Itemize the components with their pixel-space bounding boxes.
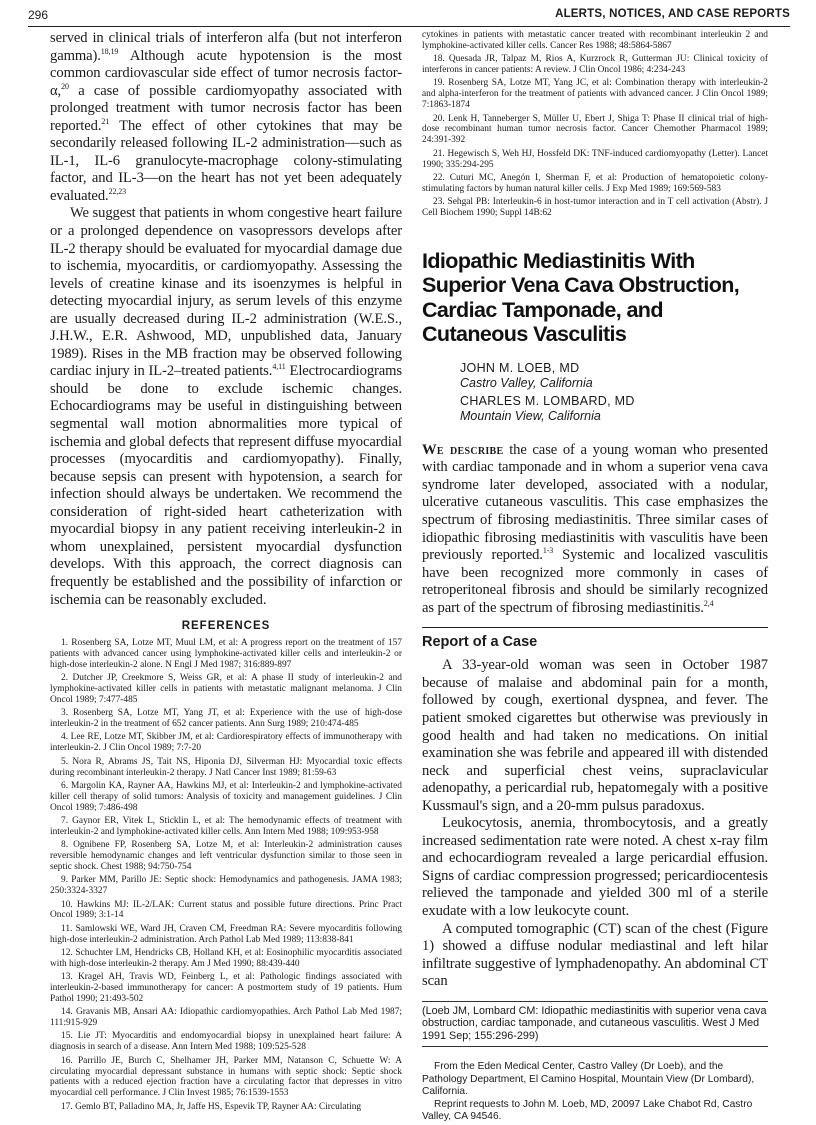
continuation-paragraph: served in clinical trials of interferon alfa (but not interferon gamma).$^{18,19}$ Although acute hypotension is the most common cardiovascular side effect of tumor necrosis factor-α,$^{20}$ a case of possible cardiomyopathy associated with prolonged treatment with tumor necrosis factor has been reported.$^{21}$ The effect of other cytokines that may be secondarily released following IL-2 administration—such as IL-1, IL-6 granulocyte-macrophage colony-stimulating factor, and IL-3—on the heart has not yet been adequately evaluated.$^{22,23}$ bbox=[50, 30, 402, 204]
section-heading: Report of a Case bbox=[422, 634, 538, 651]
reprint-note: Reprint requests to John M. Loeb, MD, 20097 Lake Chabot Rd, Castro Valley, CA 94546. bbox=[422, 1099, 753, 1123]
author-block bbox=[460, 361, 768, 424]
page-number: 296 bbox=[28, 8, 49, 22]
reference-item: 16. Parrillo JE, Burch C, Shelhamer JH, Parker MM, Natanson C, Schuette W: A circulating myocardial depressant substance in humans with septic shock: Septic shock patients with a reduced ejection fraction have a circulating factor that depresses in vitro myocardial cell performance. J Clin Invest 1985; 76:1539-1553 bbox=[50, 1055, 402, 1099]
page-header bbox=[28, 6, 790, 26]
author-affiliation: Castro Valley, California bbox=[460, 375, 593, 390]
reference-item: 17. Gemlo BT, Palladino MA, Jr, Jaffe HS, Espevik TP, Rayner AA: Circulating bbox=[61, 1101, 362, 1112]
discussion-paragraph: We suggest that patients in whom congestive heart failure or a prolonged dependence on vasopressors develops after IL-2 therapy should be evaluated for myocardial damage due to ischemia, myocarditis, or cardiomyopathy. Assessing the levels of creatine kinase and its isoenzymes is helpful in detecting myocardial injury, as serum levels of this enzyme are usually decreased during IL-2 administration (W.E.S., J.H.W., E.R. Ashwood, MD, unpublished data, January 1989). Rises in the MB fraction may be observed following cardiac injury in IL-2–treated patients.$^{4,11}$ Electrocardiograms should be done to exclude ischemic changes. Echocardiograms may be useful in distinguishing between segmental wall motion abnormalities more typical of ischemia and global defects that represent diffuse myocardial processes (myocarditis and cardiomyopathy). Finally, because sepsis can present with hypotension, a search for infection should always be undertaken. We recommend the consideration of right-sided heart catheterization with myocardial biopsy in any patient receiving interleukin-2 in whom unexplained, persistent myocardial dysfunction develops. With this approach, the correct diagnosis can frequently be established and the possibility of infarction or ischemia can be reasonably excluded. bbox=[50, 205, 402, 608]
reference-item: 21. Hegewisch S, Weh HJ, Hossfeld DK: TNF-induced cardiomyopathy (Letter). Lancet 1990; 335:294-295 bbox=[422, 148, 768, 170]
section-rule bbox=[422, 627, 768, 628]
running-head: ALERTS, NOTICES, AND CASE REPORTS bbox=[555, 8, 790, 20]
reference-item: 15. Lie JT: Myocarditis and endomyocardial biopsy in unexplained heart failure: A diagnosis in search of a disease. Ann Intern Med 1988; 109:525-528 bbox=[50, 1031, 402, 1053]
reference-item: 13. Kragel AH, Travis WD, Feinberg L, et al: Pathologic findings associated with interleukin-2-based immunotherapy for cancer: A postmortem study of 19 patients. Hum Pathol 1990; 21:493-502 bbox=[50, 972, 402, 1004]
reference-item: 7. Gaynor ER, Vitek L, Sticklin L, et al: The hemodynamic effects of treatment with interleukin-2 and lymphokine-activated killer cells. Ann Intern Med 1988; 109:953-958 bbox=[50, 815, 402, 837]
left-column bbox=[50, 30, 402, 1115]
reference-item: 9. Parker MM, Parillo JE: Septic shock: Hemodynamics and pathogenesis. JAMA 1983; 250:3324-3327 bbox=[50, 875, 402, 897]
reference-item: 22. Cuturi MC, Anegón I, Sherman F, et al: Production of hematopoietic colony-stimulating factors by human natural killer cells. J Exp Med 1989; 169:569-583 bbox=[422, 172, 768, 194]
reference-list-continued bbox=[422, 30, 768, 219]
author-affiliation: Mountain View, California bbox=[460, 408, 601, 423]
reference-item: 20. Lenk H, Tanneberger S, Müller U, Ebert J, Shiga T: Phase II clinical trial of high-dose recombinant human tumor necrosis factor. Cancer Chemother Pharmacol 1989; 24:391-392 bbox=[422, 113, 768, 146]
reference-item: 12. Schuchter LM, Hendricks CB, Holland KH, et al: Eosinophilic myocarditis associated with high-dose interleukin-2 therapy. Am J Med 1990; 88:439-440 bbox=[50, 947, 402, 969]
reference-item: 1. Rosenberg SA, Lotze MT, Muul LM, et al: A progress report on the treatment of 157 patients with advanced cancer using lymphokine-activated killer cells and interleukin-2 or high-dose interleukin-2 alone. N Engl J Med 1987; 316:889-897 bbox=[50, 638, 402, 670]
case-paragraph: A 33-year-old woman was seen in October 1987 because of malaise and abdominal pain for a month, followed by cough, exertional dyspnea, and fever. The patient smoked cigarettes but otherwise was previously in good health and had taken no medications. On initial examination she was febrile and appeared ill with distended neck and superficial chest veins, supraclavicular adenopathy, a pericardial rub, hepatomegaly with a positive Kussmaul's sign, and a 20-mm pulsus paradoxus. bbox=[422, 657, 768, 814]
reference-item: 6. Margolin KA, Rayner AA, Hawkins MJ, et al: Interleukin-2 and lymphokine-activated killer cell therapy of solid tumors: Analysis of toxicity and management guidelines. J Clin Oncol 1989; 7:486-498 bbox=[50, 780, 402, 813]
reference-item: 11. Samlowski WE, Ward JH, Craven CM, Freedman RA: Severe myocarditis following high-dose interleukin-2 administration. Arch Pathol Lab Med 1989; 113:838-841 bbox=[50, 923, 402, 945]
reference-item: 19. Rosenberg SA, Lotze MT, Yang JC, et al: Combination therapy with interleukin-2 and alpha-interferon for the treatment of patients with advanced cancer. J Clin Oncol 1989; 7:1863-1874 bbox=[422, 78, 768, 111]
references-title: REFERENCES bbox=[181, 620, 271, 633]
author-name: CHARLES M. LOMBARD, MD bbox=[460, 393, 635, 408]
right-column bbox=[422, 30, 768, 1125]
affiliation-note: From the Eden Medical Center, Castro Valley (Dr Loeb), and the Pathology Department, El Camino Hospital, Mountain View (Dr Lombard), California. bbox=[422, 1061, 755, 1097]
reference-list bbox=[50, 638, 402, 1113]
affiliation-notes bbox=[422, 1061, 768, 1123]
reference-item: cytokines in patients with metastatic cancer treated with recombinant interleukin 2 and lymphokine-activated killer cells. Cancer Res 1988; 48:5864-5867 bbox=[422, 30, 768, 51]
intro-paragraph: We describe the case of a young woman who presented with cardiac tamponade and in whom a superior vena cava syndrome later developed, associated with a nodular, ulcerative cutaneous vasculitis. This case emphasizes the spectrum of fibrosing mediastinitis. Three similar cases of idiopathic fibrosing mediastinitis with vasculitis have been previously reported.$^{1-3}$ Systemic and localized vasculitis have been recognized more commonly in cases of retroperitoneal fibrosis and should be similarly recognized as part of the spectrum of fibrosing mediastinitis.$^{2,4}$ bbox=[422, 441, 768, 616]
reference-item: 3. Rosenberg SA, Lotze MT, Yang JT, et al: Experience with the use of high-dose interleukin-2 in the treatment of 652 cancer patients. Ann Surg 1989; 210:474-485 bbox=[50, 708, 402, 730]
case-paragraph: A computed tomographic (CT) scan of the chest (Figure 1) showed a diffuse nodular mediastinal and left hilar infiltrate suggestive of lymphadenopathy. An abdominal CT scan bbox=[422, 920, 768, 990]
reference-item: 4. Lee RE, Lotze MT, Skibber JM, et al: Cardiorespiratory effects of immunotherapy with interleukin-2. J Clin Oncol 1989; 7:7-20 bbox=[50, 732, 402, 754]
reference-item: 5. Nora R, Abrams JS, Tait NS, Hiponia DJ, Silverman HJ: Myocardial toxic effects during recombinant interleukin-2 therapy. J Natl Cancer Inst 1989; 81:59-63 bbox=[50, 756, 402, 778]
reference-item: 2. Dutcher JP, Creekmore S, Weiss GR, et al: A phase II study of interleukin-2 and lymphokine-activated killer cells in patients with metastatic malignant melanoma. J Clin Oncol 1989; 7:477-485 bbox=[50, 673, 402, 705]
author-name: JOHN M. LOEB, MD bbox=[460, 360, 580, 375]
reference-item: 18. Quesada JR, Talpaz M, Rios A, Kurzrock R, Gutterman JU: Clinical toxicity of interferons in cancer patients: A review. J Clin Oncol 1986; 4:234-243 bbox=[422, 54, 768, 76]
reference-item: 23. Sehgal PB: Interleukin-6 in host-tumor interaction and in T cell activation (Abstr). J Cell Biochem 1990; Suppl 14B:62 bbox=[422, 197, 768, 218]
reference-item: 8. Ognibene FP, Rosenberg SA, Lotze M, et al: Interleukin-2 administration causes reversible hemodynamic changes and left ventricular dysfunction similar to those seen in septic shock. Chest 1988; 94:750-754 bbox=[50, 840, 402, 872]
case-paragraph: Leukocytosis, anemia, thrombocytosis, and a greatly increased sedimentation rate were noted. A chest x-ray film and echocardiogram revealed a large pericardial effusion. Signs of cardiac compression progressed; pericardiocentesis relieved the tamponade and yielded 300 ml of a sterile exudate with a low leukocyte count. bbox=[422, 815, 768, 919]
reference-item: 10. Hawkins MJ: IL-2/LAK: Current status and possible future directions. Princ Pract Oncol 1989; 3:1-14 bbox=[50, 899, 402, 921]
reference-item: 14. Gravanis MB, Ansari AA: Idiopathic cardiomyopathies. Arch Pathol Lab Med 1987; 111:915-929 bbox=[50, 1007, 402, 1029]
citation-box: (Loeb JM, Lombard CM: Idiopathic mediastinitis with superior vena cava obstruction, cardiac tamponade, and cutaneous vasculitis. West J Med 1991 Sep; 155:296-299) bbox=[422, 1001, 768, 1048]
header-rule bbox=[28, 26, 790, 27]
article-title: Idiopathic Mediastinitis With Superior Vena Cava Obstruction, Cardiac Tamponade, and Cutaneous Vasculitis bbox=[422, 248, 740, 347]
